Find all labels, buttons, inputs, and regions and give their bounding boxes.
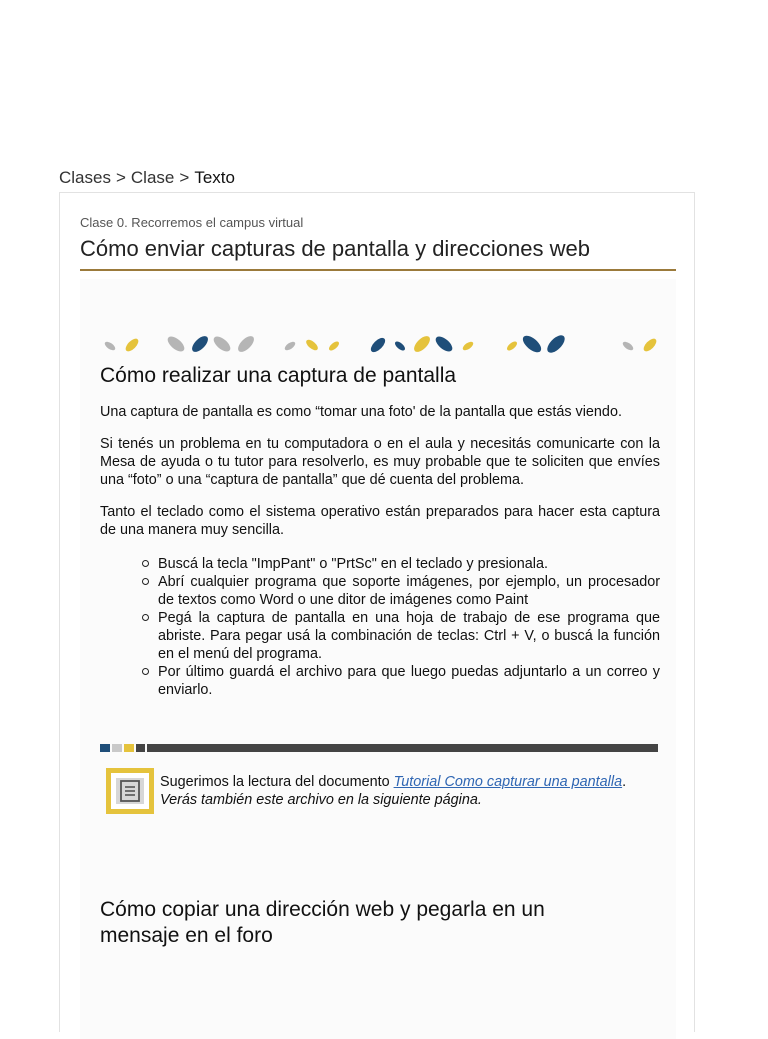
breadcrumb-item-texto: Texto xyxy=(194,168,235,187)
leaf-shape xyxy=(165,334,187,355)
note-line-2: Verás también este archivo en la siguiente página. xyxy=(160,792,482,808)
leaf-shape xyxy=(304,338,319,352)
list-item xyxy=(142,609,660,663)
leaf-shape xyxy=(433,334,455,355)
breadcrumb xyxy=(59,167,235,189)
class-kicker: Clase 0. Recorremos el campus virtual xyxy=(80,215,304,230)
decorative-leaves-banner xyxy=(102,331,662,357)
divider-block xyxy=(112,744,122,752)
paragraph-keyboard: Tanto el teclado como el sistema operativo están preparados para hacer esta captura de una manera muy sencilla. xyxy=(100,504,660,538)
page-title: Cómo enviar capturas de pantalla y direcciones web xyxy=(80,236,590,261)
section-divider xyxy=(100,744,658,752)
reading-suggestion xyxy=(160,773,660,809)
leaf-shape xyxy=(461,340,474,352)
list-item-text: Pegá la captura de pantalla en una hoja de trabajo de ese programa que abriste. Para pegar usá la combinación de teclas: Ctrl + V, o buscá la función en el menú del programa. xyxy=(158,610,660,662)
breadcrumb-separator: > xyxy=(115,168,126,187)
note-prefix: Sugerimos la lectura del documento xyxy=(160,774,394,790)
lesson-content xyxy=(80,279,676,1039)
list-item-text: Buscá la tecla "ImpPant" o "PrtSc" en el teclado y presionala. xyxy=(158,556,548,572)
content-card xyxy=(59,192,695,1032)
list-item xyxy=(142,663,660,699)
circle-bullet-icon xyxy=(142,578,149,585)
leaf-shape xyxy=(621,340,634,352)
leaf-shape xyxy=(235,333,256,354)
leaf-shape xyxy=(393,340,406,352)
divider-block xyxy=(136,744,145,752)
leaf-shape xyxy=(103,340,116,352)
leaf-shape xyxy=(642,337,659,354)
title-underline xyxy=(80,269,676,271)
leaf-shape xyxy=(368,335,387,354)
divider-block xyxy=(124,744,134,752)
leaf-shape xyxy=(411,333,432,354)
circle-bullet-icon xyxy=(142,668,149,675)
leaf-shape xyxy=(505,340,518,352)
list-item xyxy=(142,555,660,573)
leaf-shape xyxy=(520,333,544,356)
divider-block xyxy=(100,744,110,752)
steps-list xyxy=(142,555,660,699)
divider-bar xyxy=(147,744,658,752)
breadcrumb-separator: > xyxy=(179,168,190,187)
leaf-shape xyxy=(189,333,210,354)
section-heading-copy-url: Cómo copiar una dirección web y pegarla en un mensaje en el foro xyxy=(100,898,545,947)
leaf-shape xyxy=(124,337,141,354)
leaf-shape xyxy=(544,332,567,355)
leaf-shape xyxy=(211,334,233,355)
breadcrumb-item-clases[interactable]: Clases xyxy=(59,168,111,187)
list-item xyxy=(142,573,660,609)
leaf-shape xyxy=(327,340,340,352)
section-heading-screenshot: Cómo realizar una captura de pantalla xyxy=(100,364,457,387)
note-suffix: . xyxy=(622,774,627,790)
list-item-text: Por último guardá el archivo para que luego puedas adjuntarlo a un correo y enviarlo. xyxy=(158,664,660,698)
leaf-shape xyxy=(283,340,296,352)
list-item-text: Abrí cualquier programa que soporte imágenes, por ejemplo, un procesador de textos como Word o une ditor de imágenes como Paint xyxy=(158,574,660,608)
breadcrumb-item-clase[interactable]: Clase xyxy=(130,168,175,187)
paragraph-intro: Una captura de pantalla es como “tomar una foto' de la pantalla que estás viendo. xyxy=(100,404,622,420)
paragraph-problem: Si tenés un problema en tu computadora o en el aula y necesitás comunicarte con la Mesa de ayuda o tu tutor para resolverlo, es muy probable que te soliciten que envíes una “foto” o una “captura de pantalla” que dé cuenta del problema. xyxy=(100,436,660,488)
document-lines-icon xyxy=(119,779,141,803)
circle-bullet-icon xyxy=(142,614,149,621)
circle-bullet-icon xyxy=(142,560,149,567)
tutorial-link[interactable]: Tutorial Como capturar una pantalla xyxy=(393,774,623,790)
document-icon xyxy=(106,768,154,814)
